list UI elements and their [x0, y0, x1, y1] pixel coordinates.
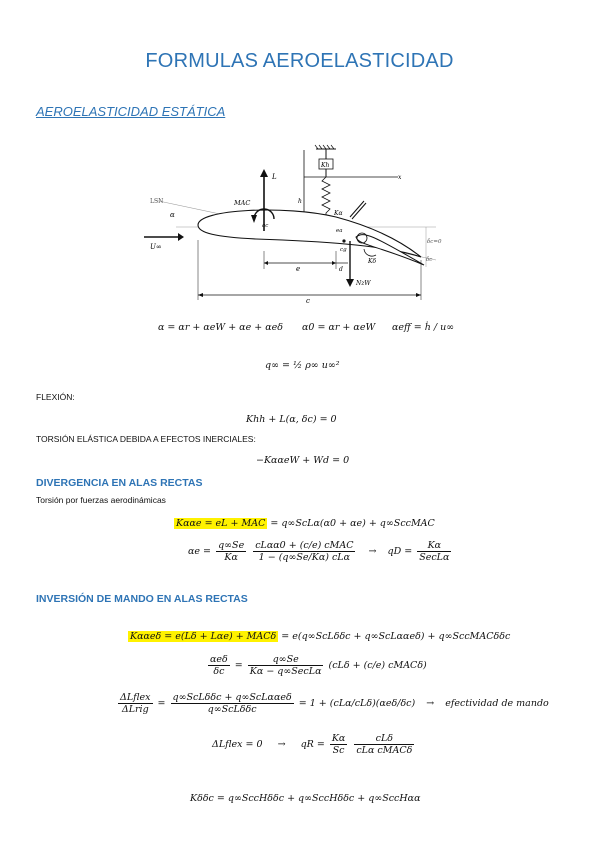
- eq-inv2-lhs: [208, 654, 230, 677]
- eq-div2-frac2-num: cLαα0 + (c/e) cMAC: [255, 540, 354, 551]
- eq-div1: [174, 518, 435, 529]
- eq-div2-qD-den: SecLα: [419, 552, 450, 563]
- eq-inv4-den2: cLα cMACδ: [356, 745, 413, 756]
- eq-inv4-num1: Kα: [331, 733, 346, 744]
- eq-div2-frac2-den: 1 − (q∞Se/Kα) cLα: [258, 552, 351, 563]
- eq-inv4-den1: Sc: [332, 745, 345, 756]
- section-heading-divergence: DIVERGENCIA EN ALAS RECTAS: [36, 477, 203, 489]
- eq-div2-frac2: [253, 540, 355, 563]
- eq-inv3-note: efectividad de mando: [445, 698, 549, 709]
- eq-alpha-eff: αeff = ḣ / u∞: [392, 322, 455, 333]
- label-c: c: [306, 297, 310, 305]
- eq-inv3-lhs: [118, 692, 153, 715]
- label-ac: ac: [262, 223, 269, 229]
- eq-inv3-num: q∞ScLδδc + q∞ScLααeδ: [172, 692, 292, 703]
- eq-inv4-lhs: ΔLflex = 0: [212, 739, 263, 750]
- eq-div2-frac1: [216, 540, 246, 563]
- label-e: e: [296, 265, 301, 273]
- page-title: FORMULAS AEROELASTICIDAD: [145, 50, 454, 72]
- eq-inv4-frac1: [330, 733, 348, 756]
- eq-div2-lhs: αe =: [188, 546, 212, 557]
- eq-div2-qD-frac: [417, 540, 451, 563]
- label-torsion: TORSIÓN ELÁSTICA DEBIDA A EFECTOS INERCIALES:: [36, 434, 256, 444]
- eq-inv3-lhs-num: ΔLflex: [120, 692, 151, 703]
- section-heading-inversion: INVERSIÓN DE MANDO EN ALAS RECTAS: [36, 593, 248, 605]
- section-heading-static: AEROELASTICIDAD ESTÁTICA: [36, 104, 226, 119]
- eq-inv4-qR: qR =: [300, 739, 325, 750]
- eq-alpha0: α0 = αr + αeW: [302, 322, 376, 333]
- label-deltac0: δc=0: [427, 239, 442, 245]
- airfoil-diagram: [136, 145, 442, 305]
- eq-last: Kδδc = q∞SccHδδc + q∞SccHδδc + q∞SccHαα: [190, 793, 421, 804]
- label-LSN: LSN: [150, 198, 164, 205]
- eq-div2-qD: qD =: [387, 546, 413, 557]
- eq-inv3-mid: = 1 + (cLα/cLδ)(αeδ/δc): [298, 698, 416, 709]
- eq-inv2-den: Kα − q∞SecLα: [249, 666, 322, 677]
- eq-inv3-den: q∞ScLδδc: [207, 704, 257, 715]
- eq-inv2: $\frac{\text{αeδ}}{\delta c}$ = $\frac{q\infty Se}{\text{Kα − q∞SecLα}}$ (cLδ + (c/e) cMACδ): [210, 654, 427, 677]
- label-Kh: Kh: [321, 162, 330, 169]
- eq-inv3: $\frac{\text{ΔLflex}}{\text{ΔLrig}}$ = $\frac{\text{q∞ScLδδc + q∞ScLααeδ}}{\text{q∞ScLδδc}}$ = 1 + (cLα/cLδ)(αeδ/δc) → efectividad de mando: [120, 692, 549, 715]
- eq-q: q∞ = ½ ρ∞ u∞²: [265, 360, 340, 371]
- eq-inv4: [212, 733, 416, 756]
- label-flexion: FLEXIÓN:: [36, 392, 75, 402]
- label-Kalpha: Kα: [334, 210, 343, 217]
- label-h: h: [298, 198, 302, 205]
- eq-inv4-num2: cLδ: [354, 733, 414, 745]
- eq-inv2-lhs-den: δc: [213, 666, 225, 677]
- eq-inv4-frac2: [354, 733, 414, 756]
- label-deltac: δc: [426, 257, 433, 263]
- eq-inv1-highlight: Kααeδ = e(Lδ + Lαe) + MACδ: [130, 631, 277, 642]
- eq-inv2-num: q∞Se: [248, 654, 324, 666]
- eq-inv2-lhs-num: αeδ: [210, 654, 228, 665]
- eq-inv3-arrow: →: [426, 698, 435, 709]
- label-L: L: [272, 173, 277, 181]
- label-NzW: NzW: [356, 280, 371, 287]
- eq-inv4-arrow: →: [277, 739, 286, 750]
- eq-inv2-rest: (cLδ + (c/e) cMACδ): [328, 660, 427, 671]
- eq-div2-frac1-num: q∞Se: [218, 540, 245, 551]
- label-alpha: α: [170, 211, 175, 219]
- label-d: d: [339, 266, 343, 273]
- eq-div2: [188, 540, 453, 563]
- label-cg: cg: [340, 247, 347, 253]
- label-MAC: MAC: [234, 199, 251, 207]
- eq-alpha: α = αr + αeW + αe + αeδ: [158, 322, 283, 333]
- eq-flexion: Khh + L(α, δc) = 0: [246, 414, 337, 425]
- eq-div1-rest: = q∞ScLα(α0 + αe) + q∞SccMAC: [270, 518, 435, 529]
- eq-inv3-lhs-den: ΔLrig: [121, 704, 149, 715]
- label-torsion-aero: Torsión por fuerzas aerodinámicas: [36, 495, 166, 505]
- label-x: x: [398, 174, 402, 181]
- label-Kdelta: Kδ: [368, 258, 377, 265]
- eq-div2-arrow: →: [368, 546, 377, 557]
- eq-div1-highlight: Kααe = eL + MAC: [176, 518, 266, 529]
- eq-div2-qD-num: Kα: [417, 540, 451, 552]
- eq-inv3-frac: [171, 692, 294, 715]
- label-ea: ea: [336, 228, 343, 234]
- eq-div2-frac1-den: Kα: [224, 552, 238, 563]
- eq-inv1-rest: = e(q∞ScLδδc + q∞ScLααeδ) + q∞SccMACδδc: [281, 631, 511, 642]
- eq-inv2-frac: [248, 654, 324, 677]
- eq-inv1: [128, 631, 510, 642]
- label-U: U∞: [150, 243, 162, 251]
- eq-torsion: −KααeW + Wd = 0: [256, 455, 350, 466]
